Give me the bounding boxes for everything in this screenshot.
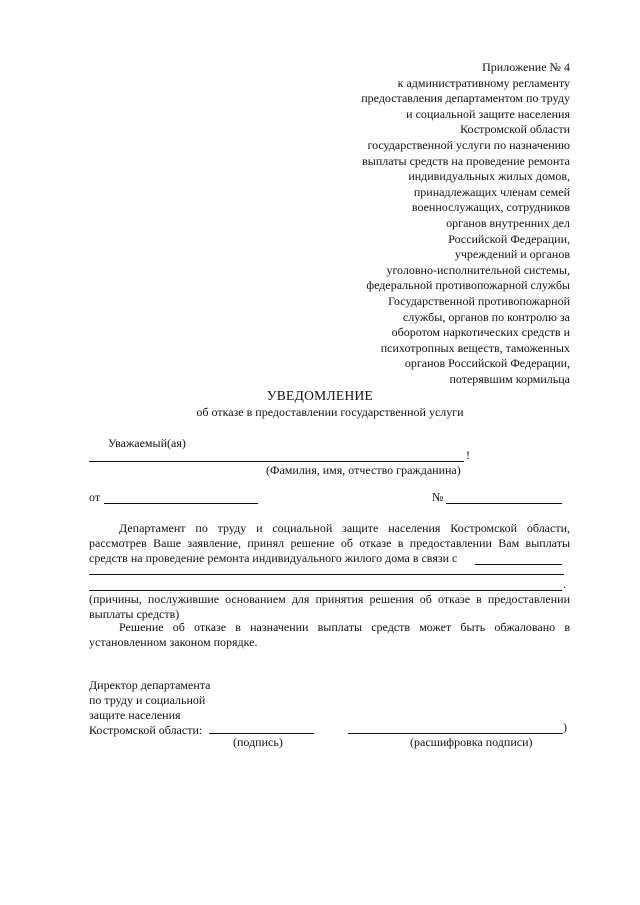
appendix-line: органов Российской Федерации, [404,356,570,371]
signature-decode-caption: (расшифровка подписи) [410,735,533,749]
signature-block [89,678,211,738]
appendix-line: потерявшим кормильца [449,371,570,386]
reason-end-dot: . [563,577,566,591]
appendix-line: к административному регламенту [397,75,570,90]
close-paren: ) [563,720,567,734]
appendix-line: государственной услуги по назначению [367,137,570,152]
date-field[interactable] [104,503,258,504]
exclamation-mark: ! [466,448,470,462]
signature-line: защите населения [89,708,181,722]
appendix-line: Российской Федерации, [448,231,570,246]
appendix-line: принадлежащих членам семей [413,184,570,199]
signature-decode-field[interactable] [348,733,563,734]
appendix-line: и социальной защите населения [406,106,570,121]
appendix-line: Приложение № 4 [482,60,570,74]
decision-text: Департамент по труду и социальной защите населения Костромской области, рассмотрев Ваше заявление, принял решение об отказе в предоставлении Вам выплаты средств на проведение ремонта индивидуального жилого дома в связи с [89,521,570,565]
reason-field-line-2[interactable] [89,590,562,591]
appendix-line: индивидуальных жилых домов, [408,169,570,184]
appendix-line: выплаты средств на проведение ремонта [362,153,570,168]
signature-field[interactable] [209,733,314,734]
number-field[interactable] [446,503,562,504]
appendix-line: психотропных веществ, таможенных [380,340,570,355]
appendix-line: Государственной противопожарной [388,293,570,308]
greeting: Уважаемый(ая) [108,436,186,450]
notice-subtitle: об отказе в предоставлении государственной услуги [196,405,464,419]
recipient-name-field[interactable] [89,461,464,462]
appeal-paragraph [89,620,570,650]
signature-line: Костромской области: [89,723,203,737]
appendix-line: Костромской области [460,122,570,137]
appendix-line: оборотом наркотических средств и [391,325,570,340]
number-label: № [432,490,444,504]
signature-line: Директор департамента [89,678,211,692]
notice-title: УВЕДОМЛЕНИЕ [266,388,374,403]
reason-field-line-1[interactable] [89,574,564,575]
decision-paragraph [89,521,570,566]
appendix-line: органов внутренних дел [446,215,570,230]
recipient-name-caption: (Фамилия, имя, отчество гражданина) [266,463,461,477]
reasons-caption: (причины, послужившие основанием для принятия решения об отказе в предоставлении выплаты средств) [89,592,570,621]
appendix-line: военнослужащих, сотрудников [411,200,570,215]
date-label: от [89,490,101,504]
signature-line: по труду и социальной [89,693,206,707]
signature-caption: (подпись) [233,735,283,749]
appendix-line: службы, органов по контролю за [402,309,570,324]
appendix-header [270,60,570,387]
reason-field-inline[interactable] [475,564,562,565]
appendix-line: федеральной противопожарной службы [366,278,570,293]
appendix-line: предоставления департаментом по труду [361,91,570,106]
appendix-line: уголовно-исполнительной системы, [386,262,570,277]
appeal-text: Решение об отказе в назначении выплаты средств может быть обжаловано в установленном законом порядке. [89,620,570,649]
appendix-line: учреждений и органов [454,247,570,262]
